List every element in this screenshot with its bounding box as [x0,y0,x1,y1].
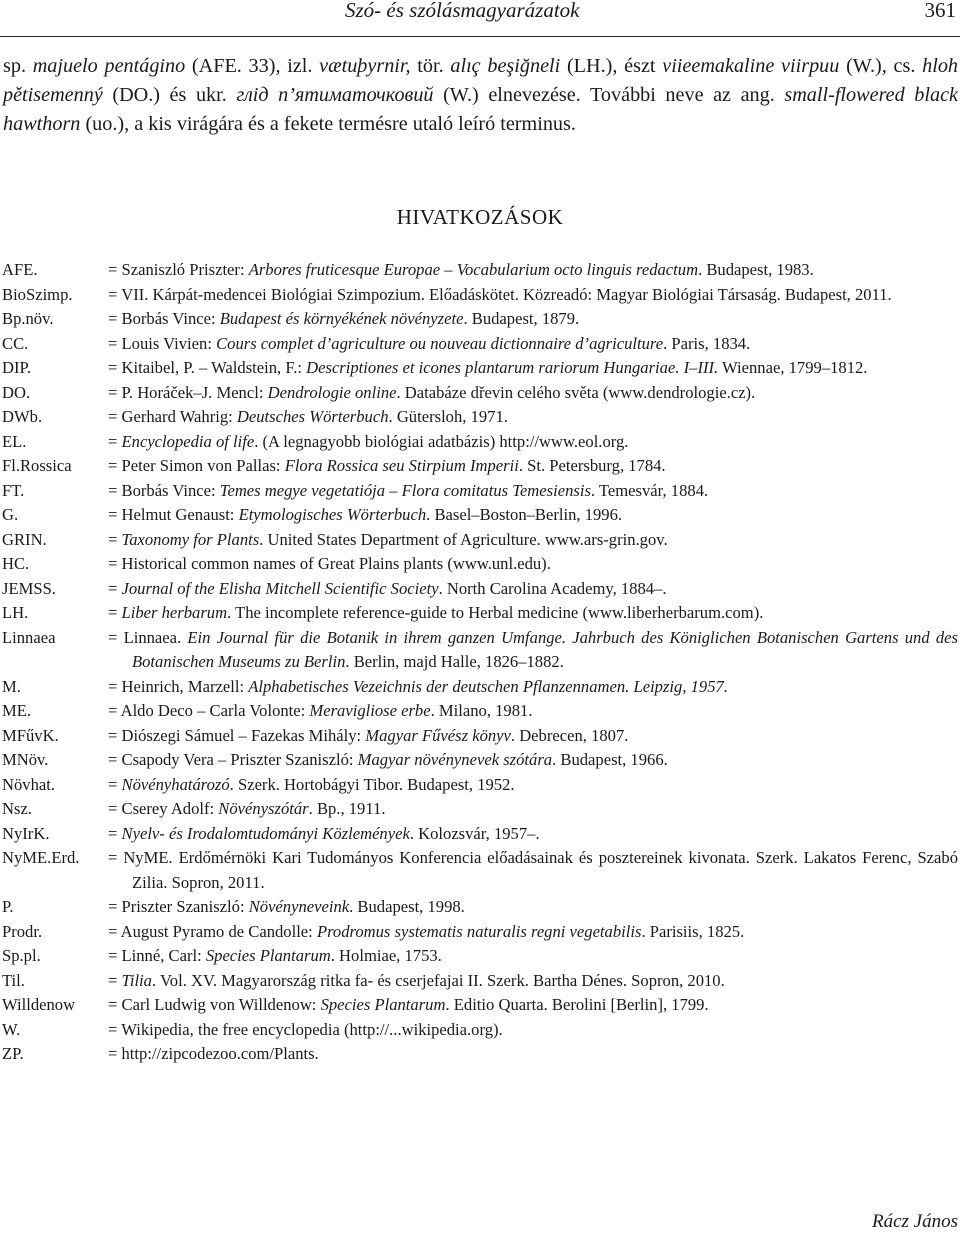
text-segment: . Kolozsvár, 1957–. [409,823,540,843]
text-segment: = [108,578,122,598]
italic-text-segment: majuelo pentágino [32,55,186,77]
reference-description [108,675,958,700]
italic-text-segment: Cours complet d’agriculture ou nouveau dictionnaire d’agriculture [216,333,664,353]
intro-paragraph [3,52,958,139]
italic-text-segment: Temes megye vegetatiója – Flora comitatus Temesiensis [219,480,591,500]
text-segment: = Peter Simon von Pallas: [108,456,285,475]
reference-entry [2,1018,958,1043]
reference-abbreviation: G. [2,505,19,524]
text-segment: . Basel–Boston–Berlin, 1996. [426,505,623,524]
italic-text-segment: Journal of the Elisha Mitchell Scientific Society [121,578,439,598]
text-segment: = [108,823,122,843]
reference-description [108,601,958,626]
reference-description [108,724,958,749]
text-segment: . Vol. XV. Magyarország ritka fa- és cserjefajai II. Szerk. Bartha Dénes. Sopron, 2010. [151,970,725,990]
text-segment: = Aldo Deco – Carla Volonte: [108,701,310,720]
text-segment: Wiennae, 1799–1812. [718,358,868,377]
reference-entry [2,577,958,602]
reference-description [108,993,958,1018]
reference-abbreviation: Prodr. [2,921,43,941]
running-header [0,0,960,37]
text-segment: = [108,431,122,451]
reference-abbreviation: W. [2,1019,21,1039]
text-segment: = Linné, Carl: [108,946,206,965]
text-segment: . Gütersloh, 1971. [388,407,508,426]
reference-description [108,846,958,895]
reference-abbreviation: ME. [2,701,32,720]
reference-entry [2,993,958,1018]
reference-entry [2,552,958,577]
reference-abbreviation: CC. [2,333,29,353]
reference-entry [2,381,958,406]
reference-entry [2,773,958,798]
text-segment: . St. Petersburg, 1784. [518,456,666,475]
italic-text-segment: Növényhatározó [121,774,230,794]
text-segment: = Kitaibel, P. – Waldstein, F.: [108,358,307,377]
italic-text-segment: hloh pětisemenný [3,55,959,106]
reference-entry [2,699,958,724]
page-number: 361 [924,0,956,22]
reference-entry [2,503,958,528]
reference-entry [2,895,958,920]
reference-description [108,430,958,455]
reference-description [108,332,958,357]
reference-abbreviation: BioSzimp. [2,284,73,304]
reference-entry [2,258,958,283]
reference-description [108,1042,958,1067]
italic-text-segment: alıç beşiğneli [450,55,561,77]
text-segment: = Szaniszló Priszter: [108,260,249,279]
text-segment: . Budapest, 1966. [552,750,668,769]
italic-text-segment: Flora Rossica seu Stirpium Imperii [284,456,519,475]
text-segment: = Cserey Adolf: [108,799,219,818]
reference-abbreviation: Sp.pl. [2,946,41,965]
text-segment: . Budapest, 1983. [698,260,814,279]
italic-text-segment: Encyclopedia of life [121,431,255,451]
reference-abbreviation: DWb. [2,407,43,426]
text-segment: = Linnaea. [108,627,188,647]
reference-description [108,920,958,945]
reference-entry [2,454,958,479]
italic-text-segment: viieemakaline viirpuu [662,55,840,77]
reference-description [108,381,958,406]
reference-abbreviation: Nsz. [2,799,32,818]
reference-description [108,307,958,332]
text-segment: = Carl Ludwig von Willdenow: [108,995,321,1014]
reference-entry [2,283,958,308]
text-segment: = [108,774,122,794]
reference-abbreviation: P. [2,897,14,916]
italic-text-segment: Növényszótár [218,799,309,818]
italic-text-segment: Species Plantarum [320,995,446,1014]
reference-description [108,969,958,994]
text-segment: = [108,970,122,990]
text-segment: . Debrecen, 1807. [510,725,629,745]
reference-entry [2,822,958,847]
reference-entry [2,405,958,430]
text-segment: = [108,529,122,549]
reference-description [108,1018,958,1043]
reference-description [108,626,958,675]
text-segment: = VII. Kárpát-medencei Biológiai Szimpozium. Előadáskötet. Közreadó: Magyar Biológiai Társaság. Budapest, 2011. [108,284,892,304]
reference-description [108,503,958,528]
text-segment: = Historical common names of Great Plains plants (www.unl.edu). [108,554,551,573]
reference-abbreviation: MFűvK. [2,725,59,745]
italic-text-segment: Meravigliose erbe [309,701,431,720]
italic-text-segment: Prodromus systematis naturalis regni vegetabilis [316,921,642,941]
text-segment: (W.) elnevezése. További neve az ang. [433,84,785,106]
reference-entry [2,748,958,773]
reference-entry [2,944,958,969]
reference-entry [2,307,958,332]
reference-abbreviation: LH. [2,603,29,622]
italic-text-segment: Budapest és környékének növényzete [219,309,464,328]
text-segment: . Budapest, 1998. [349,897,465,916]
text-segment: = http://zipcodezoo.com/Plants. [108,1044,319,1063]
text-segment: (DO.) és ukr. [102,84,237,106]
text-segment: . Databáze dřevin celého světa (www.dendrologie.cz). [396,382,756,402]
italic-text-segment: Deutsches Wörterbuch [236,407,389,426]
reference-abbreviation: DIP. [2,358,32,377]
text-segment: = P. Horáček–J. Mencl: [108,382,268,402]
reference-description [108,552,958,577]
reference-entry [2,528,958,553]
reference-abbreviation: JEMSS. [2,578,56,598]
text-segment: . Berlin, majd Halle, 1826–1882. [345,652,564,671]
italic-text-segment: глід п’ятиматочковий [236,84,434,106]
reference-abbreviation: FT. [2,480,25,500]
text-segment: . Holmiae, 1753. [330,946,442,965]
italic-text-segment: small-flowered black hawthorn [3,84,959,135]
italic-text-segment: Dendrologie online [267,382,397,402]
reference-abbreviation: M. [2,676,21,696]
text-segment: = [108,603,122,622]
references-heading: HIVATKOZÁSOK [396,205,564,229]
italic-text-segment: Növényneveink [248,897,350,916]
text-segment: . Budapest, 1879. [463,309,580,328]
italic-text-segment: Alphabetisches Vezeichnis der deutschen Pflanzennamen. Leipzig, 1957. [248,676,728,696]
reference-entry [2,601,958,626]
reference-abbreviation: EL. [2,431,27,451]
text-segment: . United States Department of Agriculture. www.ars-grin.gov. [259,529,668,549]
reference-abbreviation: Til. [2,970,25,990]
reference-entry [2,675,958,700]
reference-entry [2,797,958,822]
text-segment: = Diószegi Sámuel – Fazekas Mihály: [108,725,366,745]
reference-description [108,748,958,773]
reference-entry [2,920,958,945]
italic-text-segment: Liber herbarum [121,603,228,622]
reference-description [108,822,958,847]
text-segment: . (A legnagyobb biológiai adatbázis) http://www.eol.org. [254,431,629,451]
reference-description [108,699,958,724]
text-segment: = Wikipedia, the free encyclopedia (http://...wikipedia.org). [108,1019,503,1039]
reference-description [108,797,958,822]
reference-abbreviation: Fl.Rossica [2,456,72,475]
text-segment: tör. [410,55,451,77]
italic-text-segment: Magyar növénynevek szótára [357,750,553,769]
running-title: Szó- és szólásmagyarázatok [345,0,580,22]
text-segment: . Paris, 1834. [663,333,751,353]
italic-text-segment: Descriptiones et icones plantarum rariorum Hungariae. I–III. [306,358,719,377]
reference-entry [2,626,958,675]
reference-entry [2,846,958,895]
reference-description [108,283,958,308]
reference-description [108,577,958,602]
text-segment: . The incomplete reference-guide to Herbal medicine (www.liberherbarum.com). [227,603,764,622]
reference-entry [2,430,958,455]
italic-text-segment: Taxonomy for Plants [121,529,260,549]
reference-entry [2,724,958,749]
text-segment: = Heinrich, Marzell: [108,676,249,696]
text-segment: = Louis Vivien: [108,333,217,353]
text-segment: . Editio Quarta. Berolini [Berlin], 1799. [445,995,709,1014]
text-segment: = Csapody Vera – Priszter Szaniszló: [108,750,358,769]
text-segment: (W.), cs. [839,55,923,77]
reference-abbreviation: Növhat. [2,774,55,794]
reference-description [108,528,958,553]
reference-abbreviation: NyME.Erd. [2,848,80,867]
italic-text-segment: vætuþyrnir, [319,55,411,77]
italic-text-segment: Ein Journal für die Botanik in ihrem ganzen Umfange. Jahrbuch des Königlichen Botanischen Gartens und des Botanischen Museums zu Berlin [132,627,958,671]
reference-entry [2,479,958,504]
text-segment: . North Carolina Academy, 1884–. [438,578,667,598]
reference-abbreviation: Willdenow [2,995,76,1014]
reference-abbreviation: NyIrK. [2,823,50,843]
reference-abbreviation: Bp.növ. [2,309,54,328]
reference-description [108,479,958,504]
reference-abbreviation: ZP. [2,1044,24,1063]
italic-text-segment: Magyar Fűvész könyv [365,725,511,745]
italic-text-segment: Arbores fruticesque Europae – Vocabularium octo linguis redactum [248,260,699,279]
text-segment: = Borbás Vince: [108,309,220,328]
text-segment: (AFE. 33), izl. [185,55,320,77]
text-segment: = Priszter Szaniszló: [108,897,249,916]
reference-entry [2,332,958,357]
text-segment: = NyME. Erdőmérnöki Kari Tudományos Konferencia előadásainak és posztereinek kivonata. Szerk. Lakatos Ferenc, Szabó Zilia. Sopron, 2011. [108,848,958,892]
text-segment: = Borbás Vince: [108,480,220,500]
reference-description [108,356,958,381]
text-segment: sp. [3,55,33,77]
reference-entry [2,1042,958,1067]
reference-abbreviation: DO. [2,382,31,402]
reference-description [108,405,958,430]
italic-text-segment: Tilia [121,970,152,990]
reference-description [108,454,958,479]
reference-entry [2,969,958,994]
reference-description [108,944,958,969]
author-signature: Rácz János [871,1211,958,1232]
references-list [2,258,958,1067]
italic-text-segment: Etymologisches Wörterbuch [238,505,427,524]
reference-abbreviation: GRIN. [2,529,47,549]
text-segment: . Parisiis, 1825. [641,921,745,941]
reference-description [108,258,958,283]
text-segment: . Bp., 1911. [308,799,386,818]
text-segment: (uo.), a kis virágára és a fekete termésre utaló leíró terminus. [80,113,576,135]
text-segment: . Temesvár, 1884. [590,480,709,500]
reference-abbreviation: AFE. [2,260,38,279]
italic-text-segment: Nyelv- és Irodalomtudományi Közlemények [121,823,410,843]
text-segment: (LH.), észt [560,55,663,77]
italic-text-segment: Species Plantarum [205,946,331,965]
text-segment: . Szerk. Hortobágyi Tibor. Budapest, 1952. [229,774,515,794]
reference-abbreviation: Linnaea [2,627,56,647]
text-segment: = August Pyramo de Candolle: [108,921,317,941]
reference-abbreviation: MNöv. [2,750,49,769]
reference-description [108,773,958,798]
reference-entry [2,356,958,381]
text-segment: . Milano, 1981. [430,701,533,720]
reference-description [108,895,958,920]
text-segment: = Helmut Genaust: [108,505,239,524]
reference-abbreviation: HC. [2,554,30,573]
text-segment: = Gerhard Wahrig: [108,407,237,426]
